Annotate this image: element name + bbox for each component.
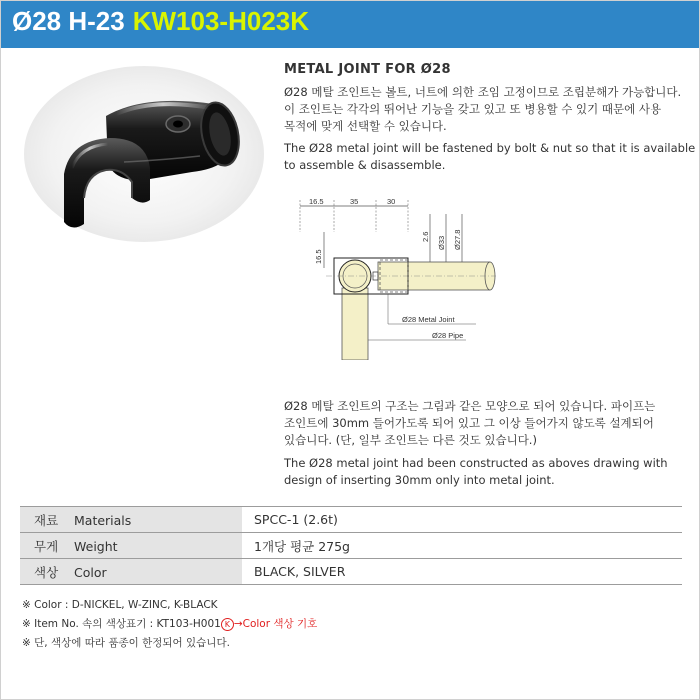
intro-en-line: The Ø28 metal joint will be fastened by bolt & nut so that it is available — [284, 141, 696, 155]
dim-33: Ø33 — [437, 235, 446, 250]
spec-value: BLACK, SILVER — [242, 559, 682, 585]
product-title — [12, 6, 309, 37]
intro-ko-line: Ø28 메탈 조인트는 볼트, 너트에 의한 조임 고정이므로 조립분해가 가능합니다. — [284, 85, 682, 99]
section-title: METAL JOINT FOR Ø28 — [284, 62, 451, 77]
dim-27-8: Ø27.8 — [453, 229, 462, 250]
spec-key-ko: 색상 — [34, 564, 59, 580]
product-code: KW103-H023K — [132, 6, 310, 36]
intro-english — [284, 140, 695, 174]
spec-table — [20, 506, 682, 585]
spec-row-weight — [20, 533, 682, 559]
dim-16-5-top: 16.5 — [309, 197, 324, 206]
dim-30: 30 — [387, 197, 396, 206]
spec-key — [20, 507, 242, 533]
technical-drawing — [296, 192, 506, 360]
note-item-number — [22, 615, 317, 634]
product-photo — [24, 64, 264, 244]
dim-35: 35 — [350, 197, 359, 206]
structure-ko-line: 조인트에 30mm 들어가도록 되어 있고 그 이상 들어가지 않도록 설계되어 — [284, 416, 654, 430]
intro-ko-line: 목적에 맞게 선택할 수 있습니다. — [284, 119, 447, 133]
structure-english — [284, 455, 668, 489]
spec-row-materials — [20, 507, 682, 533]
intro-en-line: to assemble & disassemble. — [284, 158, 446, 172]
structure-en-line: The Ø28 metal joint had been constructed as aboves drawing with — [284, 456, 668, 470]
intro-korean — [284, 84, 681, 135]
dim-2-6: 2.6 — [421, 231, 430, 242]
spec-key — [20, 533, 242, 559]
spec-key-ko: 재료 — [34, 512, 59, 528]
spec-value: SPCC-1 (2.6t) — [242, 507, 682, 533]
note-color-codes: ※ Color : D-NICKEL, W-ZINC, K-BLACK — [22, 599, 218, 611]
spec-key-en: Weight — [74, 538, 118, 554]
footnotes — [22, 596, 317, 653]
label-metal-joint: Ø28 Metal Joint — [402, 315, 455, 324]
spec-value: 1개당 평균 275g — [242, 533, 682, 559]
spec-key-ko: 무게 — [34, 538, 59, 554]
title-banner — [0, 0, 700, 48]
color-code-badge: K — [221, 618, 234, 631]
label-pipe: Ø28 Pipe — [432, 331, 464, 340]
note-limited: ※ 단, 색상에 따라 품종이 한정되어 있습니다. — [22, 637, 230, 649]
spec-key-en: Materials — [74, 512, 132, 528]
note-item-suffix: →Color 색상 기호 — [233, 618, 318, 630]
model-name: Ø28 H-23 — [12, 6, 125, 36]
spec-key — [20, 559, 242, 585]
structure-ko-line: Ø28 메탈 조인트의 구조는 그림과 같은 모양으로 되어 있습니다. 파이프는 — [284, 399, 656, 413]
structure-ko-line: 있습니다. (단, 일부 조인트는 다른 것도 있습니다.) — [284, 433, 537, 447]
structure-en-line: design of inserting 30mm only into metal joint. — [284, 473, 555, 487]
spec-row-color — [20, 559, 682, 585]
structure-korean — [284, 398, 655, 449]
intro-ko-line: 이 조인트는 각각의 뛰어난 기능을 갖고 있고 또 병용할 수 있기 때문에 사용 — [284, 102, 662, 116]
note-item-prefix: ※ Item No. 속의 색상표기 : KT103-H001 — [22, 618, 221, 630]
dim-16-5-side: 16.5 — [314, 249, 323, 264]
spec-key-en: Color — [74, 564, 107, 580]
